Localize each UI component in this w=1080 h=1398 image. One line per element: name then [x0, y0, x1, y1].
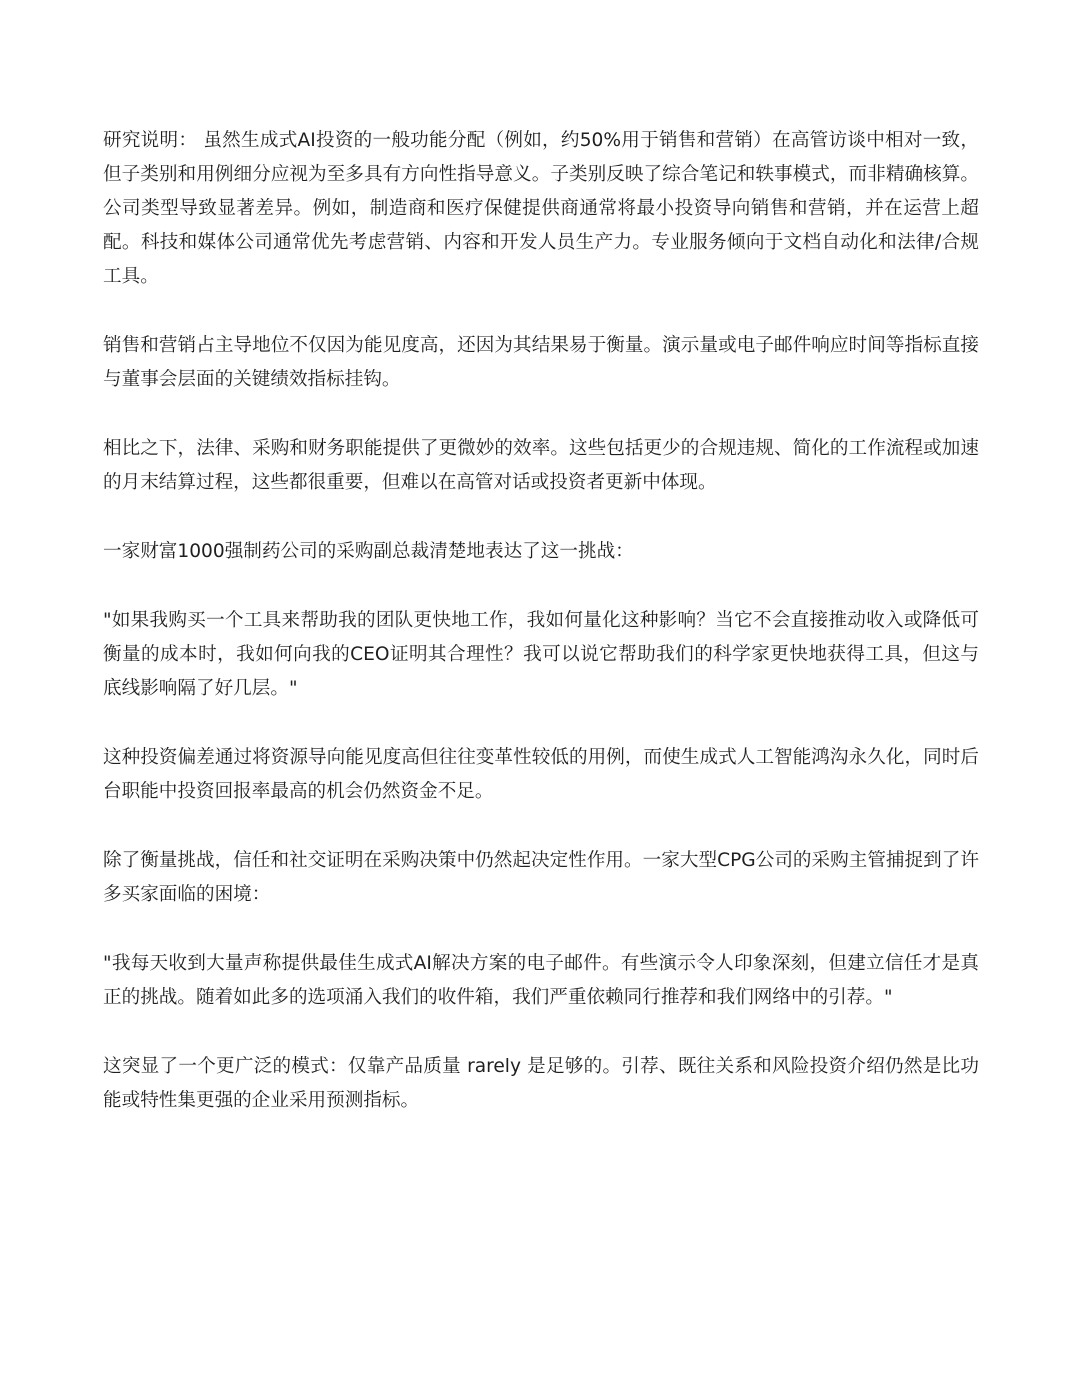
sales-marketing-paragraph: 销售和营销占主导地位不仅因为能见度高，还因为其结果易于衡量。演示量或电子邮件响应时间等指标直接与董事会层面的关键绩效指标挂钩。 [103, 335, 979, 390]
paragraph-spacer [103, 569, 979, 604]
investment-bias-paragraph: 这种投资偏差通过将资源导向能见度高但往往变革性较低的用例，而使生成式人工智能鸿沟永久化，同时后台职能中投资回报率最高的机会仍然资金不足。 [103, 747, 979, 802]
paragraph-spacer [103, 397, 979, 432]
back-office-paragraph: 相比之下，法律、采购和财务职能提供了更微妙的效率。这些包括更少的合规违规、简化的工作流程或加速的月末结算过程，这些都很重要，但难以在高管对话或投资者更新中体现。 [103, 438, 979, 493]
paragraph-spacer [103, 294, 979, 329]
paragraph-spacer [103, 1015, 979, 1050]
quote-intro-paragraph: 一家财富1000强制药公司的采购副总裁清楚地表达了这一挑战： [103, 541, 634, 562]
paragraph-spacer [103, 912, 979, 947]
document-body [103, 124, 979, 1118]
trust-paragraph: 除了衡量挑战，信任和社交证明在采购决策中仍然起决定性作用。一家大型CPG公司的采购主管捕捉到了许多买家面临的困境： [103, 850, 979, 905]
paragraph-spacer [103, 809, 979, 844]
research-note-paragraph: 研究说明： 虽然生成式AI投资的一般功能分配（例如，约50%用于销售和营销）在高管访谈中相对一致，但子类别和用例细分应视为至多具有方向性指导意义。子类别反映了综合笔记和轶事模式，而非精确核算。公司类型导致显著差异。例如，制造商和医疗保健提供商通常将最小投资导向销售和营销，并在运营上超配。科技和媒体公司通常优先考虑营销、内容和开发人员生产力。专业服务倾向于文档自动化和法律/合规工具。 [103, 130, 979, 287]
paragraph-spacer [103, 706, 979, 741]
conclusion-paragraph: 这突显了一个更广泛的模式：仅靠产品质量 rarely 是足够的。引荐、既往关系和风险投资介绍仍然是比功能或特性集更强的企业采用预测指标。 [103, 1056, 979, 1111]
procurement-head-quote: "我每天收到大量声称提供最佳生成式AI解决方案的电子邮件。有些演示令人印象深刻，但建立信任才是真正的挑战。随着如此多的选项涌入我们的收件箱，我们严重依赖同行推荐和我们网络中的引荐。" [103, 953, 979, 1008]
paragraph-spacer [103, 500, 979, 535]
procurement-vp-quote: "如果我购买一个工具来帮助我的团队更快地工作，我如何量化这种影响？当它不会直接推动收入或降低可衡量的成本时，我如何向我的CEO证明其合理性？我可以说它帮助我们的科学家更快地获得工具，但这与底线影响隔了好几层。" [103, 610, 979, 699]
